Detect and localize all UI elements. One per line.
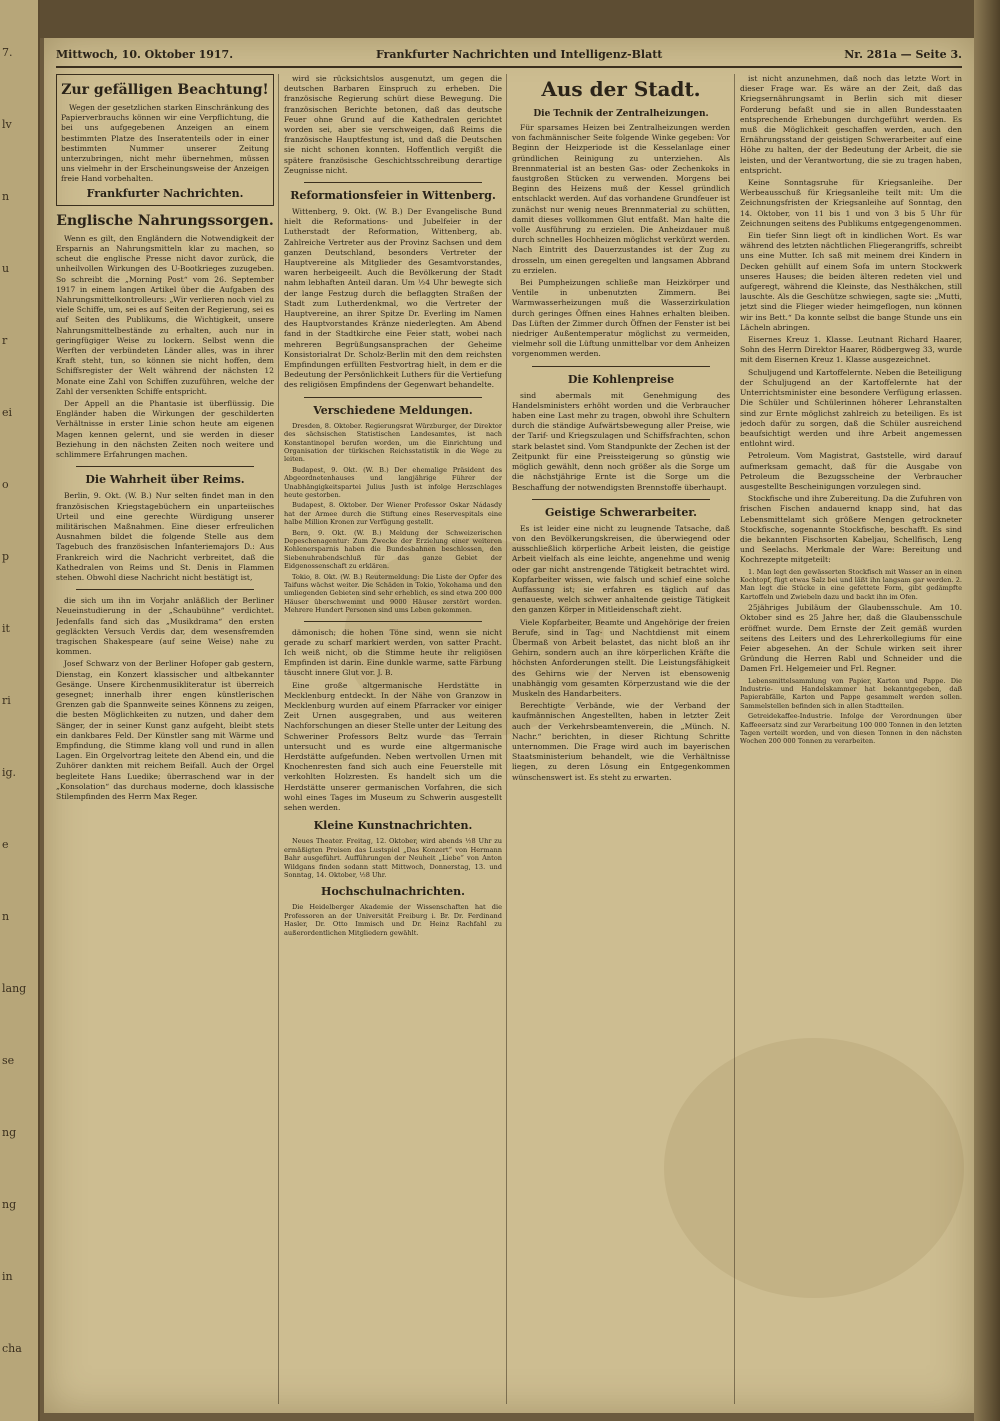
notice-title: Zur gefälligen Beachtung! <box>61 82 269 98</box>
news-item: Budapest, 9. Okt. (W. B.) Der ehemalige Präsident des Abgeordnetenhauses und langjährige Führer der Unabhängigkeitspartei Julius Justh ist infolge Herzschlages heute gestorben. <box>284 465 502 499</box>
column-3 <box>512 74 730 1404</box>
local-news-item: Petroleum. Vom Magistrat, Gaststelle, wird darauf aufmerksam gemacht, daß für die Ausgabe von Petroleum die Bezugsscheine der Verbraucher ausgestellte Bescheinigungen vorzulegen sind. <box>740 451 962 491</box>
article-paragraph: Es ist leider eine nicht zu leugnende Tatsache, daß von den Bevölkerungskreisen, die überwiegend oder ausschließlich körperliche Arbeit leisten, die geistige Arbeit vielfach als eine leichte, angenehme und wenig oder gar nicht anstrengende Tätigkeit betrachtet wird. Kopfarbeiter wissen, wie falsch und schief eine solche Auffassung ist; sie erfahren es täglich auf das genaueste, welch schwer anhaltende geistige Tätigkeit den ganzen Körper in Mitleidenschaft zieht. <box>512 523 730 615</box>
notice-box <box>56 74 274 206</box>
gutter-fragment: ng <box>2 1126 17 1139</box>
article-paragraph: Berechtigte Verbände, wie der Verband der kaufmännischen Angestellten, haben in letzter Zeit auch der Verkehrsbeamtenverein, die „Münch. N. Nachr.“ berichten, in dieser Richtung Schritte unternommen. Die Frage wird auch im bayerischen Staatsministerium behandelt, wie die Verhältnisse liegen, zu deren Lösung ein Entgegenkommen wünschenswert ist. Es steht zu erwarten. <box>512 701 730 782</box>
gutter-fragment: e <box>2 838 9 851</box>
article-title: Kleine Kunstnachrichten. <box>313 819 473 833</box>
gutter-fragment: ng <box>2 1198 17 1211</box>
issue-date: Mittwoch, 10. Oktober 1917. <box>56 48 234 61</box>
gutter-fragment: u <box>2 262 10 275</box>
local-news-item: Lebensmittelsammlung von Papier, Karton und Pappe. Die Industrie- und Handelskammer hat bekanntgegeben, daß Papierabfälle, Karton und Pappe gesammelt werden sollen. Sammelstellen befinden sich in allen Stadtteilen. <box>740 676 962 710</box>
article-paragraph: Wittenberg, 9. Okt. (W. B.) Der Evangelische Bund hielt die Reformations- und Jubelfeier in der Lutherstadt der Reformation, Wittenberg, ab. Zahlreiche Vertreter aus der Provinz Sachsen und dem ganzen Deutschland, besonders Vertreter der Hauptvereine als Mitglieder des Gesamtvorstandes, waren herbeigeeilt. Auch die Bevölkerung der Stadt nahm lebhaften Anteil daran. Um ½4 Uhr bewegte sich der lange Festzug durch die beflaggten Straßen der Stadt zum Lutherdenkmal, wo die Vertreter der Hauptvereine, an ihrer Spitze Dr. Everling im Namen des Hauptvorstandes Kränze niederlegten. Am Abend fand in der Stadtkirche eine Feier statt, wobei nach mehreren Begrüßungsansprachen der Geheime Konsistorialrat Dr. Scholz-Berlin mit den dem reichsten Empfindungen erfüllten Festvortrag hielt, in dem er die Bedeutung der Persönlichkeit Luthers für die Vertiefung des religiösen Empfindens der Gegenwart behandelte. <box>284 207 502 390</box>
article-paragraph: Viele Kopfarbeiter, Beamte und Angehörige der freien Berufe, sind in Tag- und Nachtdienst mit einem Übermaß von Arbeit belastet, das nicht bloß an ihr Gehirn, sondern auch an ihre körperlichen Kräfte die höchsten Anforderungen stellt. Die Leistungsfähigkeit des Gehirns wie der Nerven ist ebensowenig unabhängig vom gesamten Körperzustand wie die der Muskeln des Handarbeiters. <box>512 617 730 698</box>
scan-top-border <box>38 0 974 38</box>
notice-signature: Frankfurter Nachrichten. <box>86 186 244 200</box>
gutter-fragment: r <box>2 334 8 347</box>
news-item: Budapest, 8. Oktober. Der Wiener Professor Oskar Nádasdy hat der Armee durch die Stiftung eines Reservespitals eine halbe Million Kronen zur Verfügung gestellt. <box>284 501 502 527</box>
gutter-fragment: ei <box>2 406 13 419</box>
article-paragraph: Neues Theater. Freitag, 12. Oktober, wird abends ½8 Uhr zu ermäßigten Preisen das Lustspiel „Das Konzert“ von Hermann Bahr ausgeführt. Aufführungen der Neuheit „Liebe“ von Anton Wildgans finden sodann statt Mittwoch, Donnerstag, 13. und Sonntag, 14. Oktober, ½8 Uhr. <box>284 837 502 879</box>
feuilleton-paragraph: Eine große altgermanische Herdstätte in Mecklenburg entdeckt. In der Nähe von Granzow in Mecklenburg wurden auf einem Pfarracker vor einiger Zeit Urnen ausgegraben, und aus weiteren Nachforschungen an dieser Stelle unter der Leitung des Schweriner Professors Beltz wurde das Terrain untersucht und es wurde eine altgermanische Herdstätte aufgefunden. Neben wertvollen Urnen mit Knochenresten fand sich auch eine Feuerstelle mit verkohlten Holzresten. Es handelt sich um die Herdstätte unserer germanischen Vorfahren, die sich wohl eines Tages im Museum zu Schwerin ausgestellt sehen werden. <box>284 680 502 813</box>
gutter-fragment: o <box>2 478 9 491</box>
article-paragraph: ist nicht anzunehmen, daß noch das letzte Wort in dieser Frage war. Es wäre an der Zeit, daß das Kriegsernährungsamt in Berlin sich mit dieser Forderung befaßt und sie in allen Bundesstaaten entsprechende Erhebungen durchgeführt werden. Es muß die Möglichkeit geschaffen werden, auch den Ernährungsstand der geistigen Schwerarbeiter auf eine Höhe zu halten, der der Bedeutung der Arbeit, die sie leisten, und der Verantwortung, die sie zu tragen haben, entspricht. <box>740 74 962 175</box>
gutter-fragment: lv <box>2 118 12 131</box>
gutter-fragment: it <box>2 622 10 635</box>
gutter-fragment: ig. <box>2 766 17 779</box>
newspaper-page <box>44 38 974 1413</box>
news-item: Dresden, 8. Oktober. Regierungsrat Würzburger, der Direktor des sächsischen Statistischen Landesamtes, ist nach Konstantinopel berufen worden, um die Einrichtung und Organisation der türkischen Reichsstatistik in die Wege zu leiten. <box>284 421 502 464</box>
gutter-fragment: n <box>2 190 10 203</box>
feuilleton-paragraph: dämonisch; die hohen Töne sind, wenn sie nicht gerade zu scharf markiert werden, von satter Pracht. Ich weiß nicht, ob die Stimme heute ihr religiösen Empfinden ist darin. Eine dunkle warme, satte Färbung täuscht innere Glut vor. J. B. <box>284 627 502 678</box>
article-paragraph: wird sie rücksichtslos ausgenutzt, um gegen die deutschen Barbaren Einspruch zu erheben. Die französische Regierung schürt diese Bewegung. Die französischen Berichte betonen, daß das deutsche Feuer ohne Grund auf die Kathedralen gerichtet worden sei, aber sie verschweigen, daß Reims die französische Hauptfestung ist, und daß die Deutschen sie nicht schonen konnten. Hoffentlich vergißt die spätere französische Geschichtsschreibung derartige Zeugnisse nicht. <box>284 74 502 175</box>
local-news-item: Schuljugend und Kartoffelernte. Neben die Beteiligung der Schuljugend an der Kartoffelernte hat der Unterrichtsminister eine besondere Verfügung erlassen. Die Schüler und Schülerinnen höherer Lehranstalten sind zur Ernte möglichst zahlreich zu beteiligen. Es ist jedoch dafür zu sorgen, daß die Schüler ausreichend beaufsichtigt werden und ihre Arbeit angemessen entlohnt wird. <box>740 367 962 449</box>
article-paragraph: Wenn es gilt, den Engländern die Notwendigkeit der Ersparnis an Nahrungsmitteln klar zu machen, so scheut die englische Presse nicht davor zurück, die unheilvollen Wirkungen des U-Bootkrieges zuzugeben. So schreibt die „Morning Post“ vom 26. September 1917 in einem langen Artikel über die Aufgaben des Nahrungsmittelkontrolleurs: „Wir verlieren noch viel zu viele Schiffe, um, sei es auf Seiten der Regierung, sei es auf Seiten des Publikums, die Wichtigkeit, unsere Nahrungsmittelbestände zu erhalten, auch nur in geringfügiger Weise zu lockern. Selbst wenn die Werften der verbündeten Länder alles, was in ihrer Kraft steht, tun, so können sie nicht hoffen, dem Schiffsregister der Welt während der nächsten 12 Monate eine Zahl von Schiffen zuzuführen, welche der Zahl der versenkten Schiffe entspricht. <box>56 233 274 396</box>
article-title: Die Technik der Zentralheizungen. <box>533 109 709 119</box>
article-title: Geistige Schwerarbeiter. <box>545 505 697 519</box>
column-4 <box>740 74 962 1404</box>
article-paragraph: Für sparsames Heizen bei Zentralheizungen werden von fachmännischer Seite folgende Winke gegeben: Vor Beginn der Heizperiode ist die Kesselanlage einer gründlichen Reinigung zu unterziehen. Als Brennmaterial ist an besten Gas- oder Zechenkoks in faustgroßen Stücken zu verwenden. Morgens bei Beginn des Heizens muß der Kessel gründlich entschlackt werden. Auf das vorhandene Grundfeuer ist zunächst nur wenig neues Brennmaterial zu schütten, damit dieses vollkommen Glut entfaßt. Man halte die volle Ausführung zu erzielen. Die Anheizdauer muß durch schnelles Hochheizen möglichst verkürzt werden. Nach Eintritt des Dauerzustandes ist der Zug zu drosseln, um einen geregelten und langsamen Abbrand zu erzielen. <box>512 123 730 275</box>
local-news-item: Ein tiefer Sinn liegt oft in kindlichen Wort. Es war während des letzten nächtlichen Fliegerangriffs, schreibt uns eine Mutter. Ich saß mit meinem drei Kindern in Decken gehüllt auf einem Sofa im untern Stockwerk unseres Hauses; die beiden älteren redeten viel und aufgeregt, während die Kleinste, das Nesthäkchen, still lauschte. Als die Geschütze schwiegen, sagte sie: „Mutti, jetzt sind die Flieger wieder heimgeflogen, nun können wir ins Bett.“ Da konnte selbst die bange Stunde uns ein Lächeln abringen. <box>740 231 962 332</box>
gutter-fragment: p <box>2 550 10 563</box>
article-paragraph: Die Heidelberger Akademie der Wissenschaften hat die Professoren an der Universität Freiburg i. Br. Dr. Ferdinand Hasler, Dr. Otto Immisch und Dr. Heinz Rachfahl zu außerordentlichen Mitgliedern gewählt. <box>284 903 502 937</box>
page-number: Nr. 281a — Seite 3. <box>844 48 962 61</box>
column-1 <box>56 74 274 1404</box>
gutter-fragment: 7. <box>2 46 13 59</box>
adjacent-page-gutter <box>0 0 40 1421</box>
local-news-item: Getreidekaffee-Industrie. Infolge der Verordnungen über Kaffeeersatz sind zur Verarbeitung 100 000 Tonnen in den letzten Tagen verteilt worden, und von diesen Tonnen in den nächsten Wochen 200 000 Tonnen zu verarbeiten. <box>740 712 962 746</box>
feuilleton-paragraph: die sich um ihn im Vorjahr anläßlich der Berliner Neueinstudierung in der „Schaubühne“ verdichtet. Jedenfalls fand sich das „Musikdrama“ den ersten gegläckten Versuch Verdis dar, dem wesensfremden tragischen Shakespeare (auf seine Weise) nahe zu kommen. <box>56 596 274 657</box>
gutter-fragment: se <box>2 1054 15 1067</box>
article-paragraph: sind abermals mit Genehmigung des Handelsministers erhöht worden und die Verbraucher haben eine Last mehr zu tragen, obwohl ihre Schultern durch die ständige Aufwärtsbewegung aller Preise, wie der Tarif- und Kriegszulagen und Schiffsfrachten, schon stark belastet sind. Vom Standpunkte der Zechen ist der Zeitpunkt für eine Preissteigerung so günstig wie möglich gewählt, denn noch größer als die Sorge um die nächstjährige Ernte ist die Sorge um die Beschaffung der notwendigsten Brennstoffe überhaupt. <box>512 390 730 492</box>
gutter-fragment: ri <box>2 694 11 707</box>
article-title: Die Wahrheit über Reims. <box>85 473 245 487</box>
local-news-item: Stockfische und ihre Zubereitung. Da die Zufuhren von frischen Fischen andauernd knapp sind, hat das Lebensmittelamt sich größere Mengen getrockneter Stockfische, sogenannte Stockfische, beschafft. Es sind die bekannten Fischsorten Kabeljau, Schellfisch, Leng und Seelachs. Merkmale der Ware: Bereitung und Kochrezepte mitgeteilt: <box>740 494 962 565</box>
local-news-item: Eisernes Kreuz 1. Klasse. Leutnant Richard Haarer, Sohn des Herrn Direktor Haarer, Rödbergweg 33, wurde mit dem Eisernen Kreuz 1. Klasse ausgezeichnet. <box>740 335 962 365</box>
feuilleton-paragraph: Josef Schwarz von der Berliner Hofoper gab gestern, Dienstag, ein Konzert klassischer und altbekannter Gesänge. Unsere Kirchenmusikliteratur ist überreich gesegnet; innerhalb ihrer engen künstlerischen Grenzen gab die Spannweite seines Könnens zu zeigen, die besten Möglichkeiten zu nutzen, und daher dem Sänger, der in seiner Kunst ganz aufgeht, bleibt stets ein dankbares Feld. Der Künstler sang mit Wärme und Empfindung, die Stimme klang voll und rund in allen Lagen. Ein Orgelvortrag leitete den Abend ein, und die Zuhörer dankten mit reichem Beifall. Auch der Orgel begleitete Hans Luedike; überraschend war in der „Konsolation“ das durchaus moderne, doch klassische Stilempfinden des Herrn Max Reger. <box>56 659 274 801</box>
article-title: Englische Nahrungssorgen. <box>56 212 274 229</box>
notice-text: Wegen der gesetzlichen starken Einschränkung des Papierverbrauchs können wir eine Verpflichtung, die bei uns aufgegebenen Anzeigen an einem bestimmten Platze des Inseratenteils oder in einer bestimmten Nummer unserer Zeitung unterzubringen, nicht mehr übernehmen, müssen uns vielmehr in der Erscheinungsweise der Anzeigen freie Hand vorbehalten. <box>61 103 269 184</box>
local-news-item: Keine Sonntagsruhe für Kriegsanleihe. Der Werbeausschuß für Kriegsanleihe teilt mit: Um die Zeichnungsfristen der Kriegsanleihe auf Sonntag, den 14. Oktober, von 11 bis 1 und von 3 bis 5 Uhr für Zeichnungen seitens des Publikums entgegengenommen. <box>740 178 962 228</box>
gutter-fragment: lang <box>2 982 27 995</box>
scan-right-border <box>974 0 1000 1421</box>
gutter-fragment: in <box>2 1270 13 1283</box>
article-title: Die Kohlenpreise <box>567 372 675 386</box>
section-title: Aus der Stadt. <box>541 77 701 101</box>
article-paragraph: Berlin, 9. Okt. (W. B.) Nur selten findet man in den französischen Kriegstagebüchern ein unparteiisches Urteil und eine gerechte Würdigung unserer militärischen Maßnahmen. Eine dieser erfreulichen Ausnahmen bildet die folgende Stelle aus dem Tagebuch des französischen Infanteriemajors D.: Aus Frankreich wird die Nachricht verbreitet, daß die Kathedralen von Reims und St. Denis in Flammen stehen. Obwohl diese Nachricht nicht bestätigt ist, <box>56 491 274 582</box>
column-2 <box>284 74 502 1404</box>
gutter-fragment: n <box>2 910 10 923</box>
article-paragraph: Der Appell an die Phantasie ist überflüssig. Die Engländer haben die Wirkungen der geschilderten Verhältnisse in erster Linie schon heute am eigenen Magen kennen gelernt, und sie werden in dieser Beziehung in den nächsten Zeiten noch weitere und schlimmere Erfahrungen machen. <box>56 399 274 460</box>
recipe-item: 1. Man legt den gewässerten Stockfisch mit Wasser an in einen Kochtopf, fügt etwas Salz bei und läßt ihn langsam gar werden. 2. Man legt die Stücke in eine gefettete Form, gibt gedämpfte Kartoffeln und Zwiebeln dazu und backt ihn im Ofen. <box>740 567 962 601</box>
local-news-item: 25jähriges Jubiläum der Glaubensschule. Am 10. Oktober sind es 25 Jahre her, daß die Glaubensschule eröffnet wurde. Dem Ernste der Zeit gemäß wurden seitens des Leiters und des Lehrerkollegiums für eine Feier abgesehen. An der Schule wirken seit ihrer Gründung die Herren Rabl und Schneider und die Damen Frl. Helgemeier und Frl. Regner. <box>740 603 962 674</box>
gutter-fragment: cha <box>2 1342 22 1355</box>
article-paragraph: Bei Pumpheizungen schließe man Heizkörper und Ventile in unbenutzten Zimmern. Bei Warmwasserheizungen muß die Wasserzirkulation durch geringes Öffnen eines Hahnes erhalten bleiben. Das Lüften der Zimmer durch Öffnen der Fenster ist bei niedriger Außentemperatur möglichst zu vermeiden, vielmehr soll die Lüftung unmittelbar vor dem Anheizen vorgenommen werden. <box>512 278 730 359</box>
newspaper-title: Frankfurter Nachrichten und Intelligenz-Blatt <box>376 48 663 61</box>
news-item: Tokio, 8. Okt. (W. B.) Reutermeldung: Die Liste der Opfer des Taifuns wächst weiter. Die Schäden in Tokio, Yokohama und den umliegenden Gebieten sind sehr erheblich, es sind etwa 200 000 Häuser überschwemmt und 9000 Häuser zerstört worden. Mehrere Hundert Personen sind ums Leben gekommen. <box>284 572 502 615</box>
article-title: Reformationsfeier in Wittenberg. <box>290 189 496 203</box>
article-title: Verschiedene Meldungen. <box>313 403 473 417</box>
news-item: Bern, 9. Okt. (W. B.) Meldung der Schweizerischen Depeschenagentur: Zum Zwecke der Erzielung einer weiteren Kohlenersparnis haben die Bundesbahnen beschlossen, den Siebenuhrabendschluß für das ganze Gebiet der Eidgenossenschaft zu erklären. <box>284 528 502 571</box>
article-title: Hochschulnachrichten. <box>321 885 465 899</box>
masthead <box>56 48 962 68</box>
